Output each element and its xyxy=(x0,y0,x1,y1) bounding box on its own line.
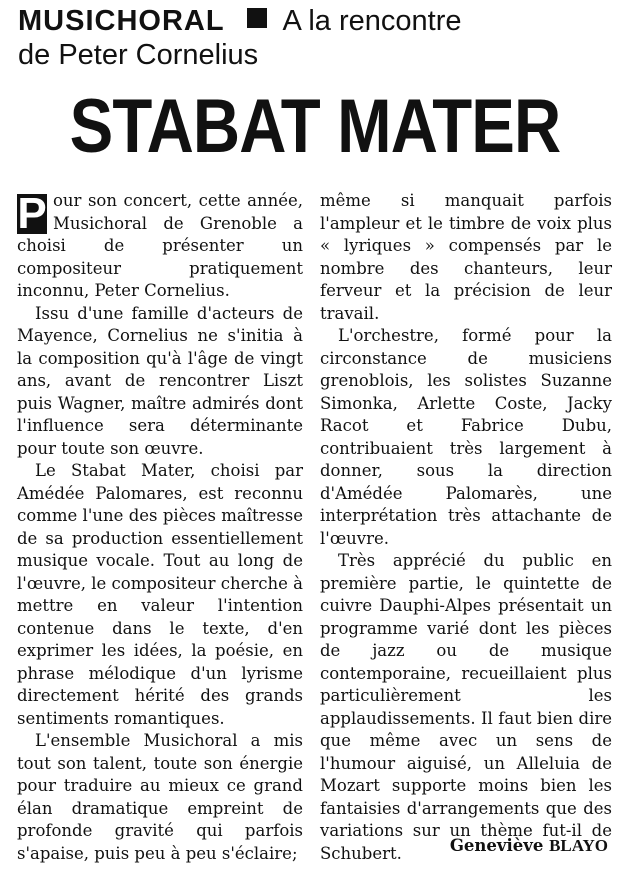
article-column-right xyxy=(320,190,612,865)
author-first-name: Geneviève xyxy=(449,836,544,855)
author-signature xyxy=(450,836,608,856)
paragraph-1-text: our son concert, cette année, Musichoral de Grenoble a choisi de présenter un compositeur pratiquement inconnu, Peter Cornelius. xyxy=(17,191,303,300)
paragraph-2: Issu d'une famille d'acteurs de Mayence, Cornelius ne s'initia à la composition qu'à l'âge de vingt ans, avant de rencontrer Liszt puis Wagner, maître admirés dont l'influence sera déterminante pour toute son œuvre. xyxy=(17,303,303,458)
paragraph-4: L'ensemble Musichoral a mis tout son talent, toute son énergie pour traduire au mieux ce grand élan dramatique empreint de profonde gravité qui parfois s'apaise, puis peu à peu s'éclaire; xyxy=(17,731,303,863)
paragraph-3: Le Stabat Mater, choisi par Amédée Palomares, est reconnu comme l'une des pièces maîtresse de sa production essentiellement musique vocale. Tout au long de l'œuvre, le compositeur cherche à mettre en valeur l'intention contenue dans le texte, d'en exprimer les idées, la poésie, en phrase mélodique d'un lyrisme directement hérité des grands sentiments romantiques. xyxy=(17,461,303,728)
drop-cap: P xyxy=(17,189,47,238)
kicker-text-1: A la rencontre xyxy=(282,5,462,37)
paragraph-5: L'orchestre, formé pour la circonstance de musiciens grenoblois, les solistes Suzanne Simonka, Arlette Coste, Jacky Racot et Fabrice Dubu, contribuaient très largement à donner, sous la direction d'Amédée Palomarès, une interprétation très attachante de l'œuvre. xyxy=(320,326,612,548)
paragraph-1 xyxy=(17,190,303,303)
paragraph-6: Très apprécié du public en première partie, le quintette de cuivre Dauphi-Alpes présentait un programme varié dont les pièces de jazz ou de musique contemporaine, recueillaient plus particulièrement les applaudissements. Il faut bien dire que même avec un sens de l'humour aiguisé, un Alleluia de Mozart supporte moins bien les fantaisies d'arrangements que des variations sur un thème fut-il de Schubert. xyxy=(320,551,612,863)
author-last-name: BLAYO xyxy=(549,836,608,855)
section-label: MUSICHORAL xyxy=(18,5,225,37)
article-column-left xyxy=(17,190,303,865)
article-title: STABAT MATER xyxy=(69,84,561,169)
square-bullet-icon xyxy=(247,8,267,28)
kicker-heading xyxy=(18,4,618,72)
kicker-text-2: de Peter Cornelius xyxy=(18,39,259,71)
paragraph-4-continued: même si manquait parfois l'ampleur et le timbre de voix plus « lyriques » compensés par le nombre des chanteurs, leur ferveur et la précision de leur travail. xyxy=(320,191,612,323)
